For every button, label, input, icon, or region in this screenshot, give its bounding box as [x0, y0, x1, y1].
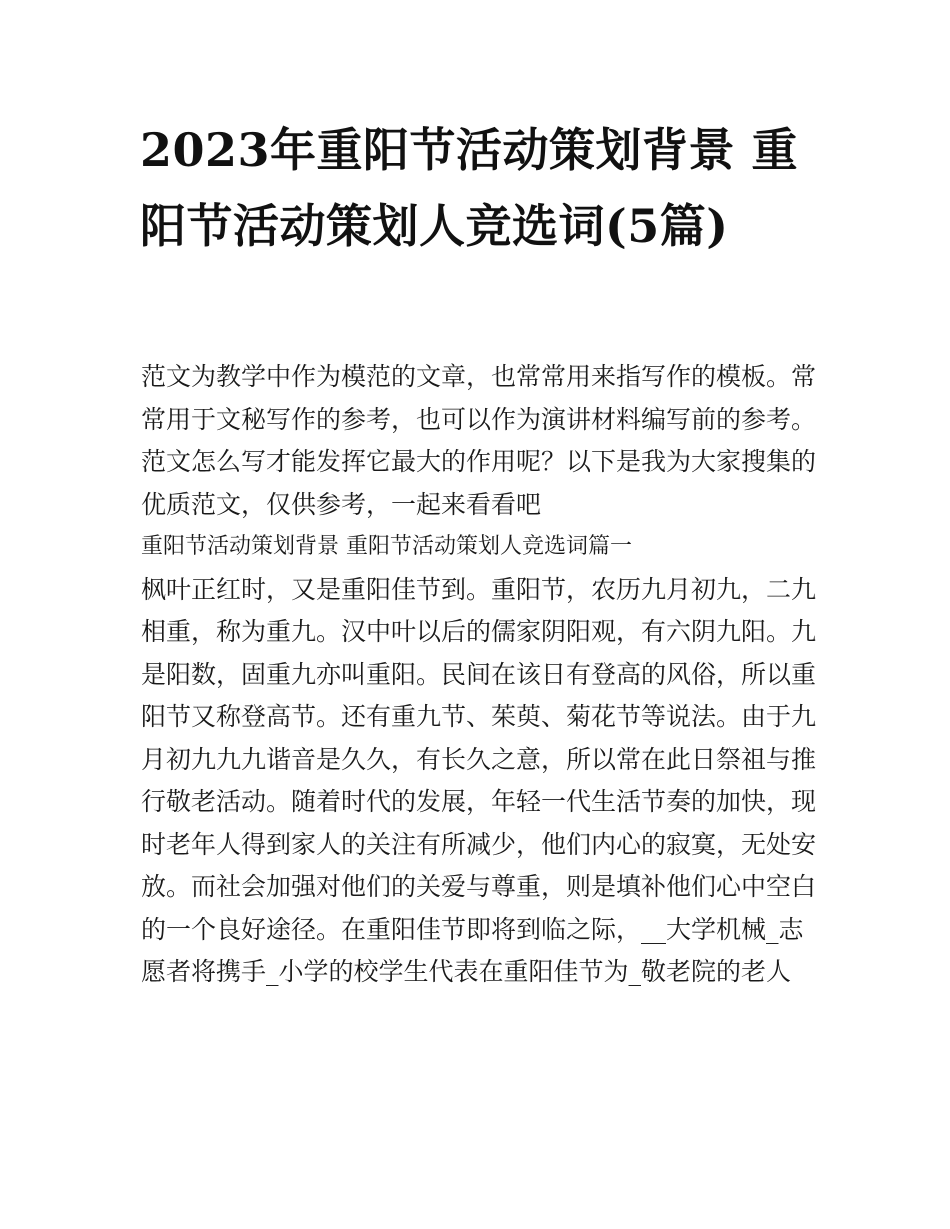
section-paragraph: 枫叶正红时，又是重阳佳节到。重阳节，农历九月初九，二九相重，称为重九。汉中叶以后的儒家阴阳观，有六阴九阳。九是阳数，固重九亦叫重阳。民间在该日有登高的风俗，所以重阳节又称登高节。还有重九节、茱萸、菊花节等说法。由于九月初九九九谐音是久久，有长久之意，所以常在此日祭祖与推行敬老活动。随着时代的发展，年轻一代生活节奏的加快，现时老年人得到家人的关注有所减少，他们内心的寂寞，无处安放。而社会加强对他们的关爱与尊重，则是填补他们心中空白的一个良好途径。在重阳佳节即将到临之际，__大学机械_志愿者将携手_小学的校学生代表在重阳佳节为_敬老院的老人 [141, 574, 817, 986]
section-heading: 重阳节活动策划背景 重阳节活动策划人竞选词篇一 [141, 534, 632, 559]
intro-paragraph: 范文为教学中作为模范的文章，也常常用来指写作的模板。常常用于文秘写作的参考，也可以作为演讲材料编写前的参考。范文怎么写才能发挥它最大的作用呢？以下是我为大家搜集的优质范文，仅供参考，一起来看看吧 [141, 362, 817, 519]
document-title: 2023年重阳节活动策划背景 重阳节活动策划人竞选词(5篇) [140, 123, 799, 253]
document-body [141, 356, 816, 994]
